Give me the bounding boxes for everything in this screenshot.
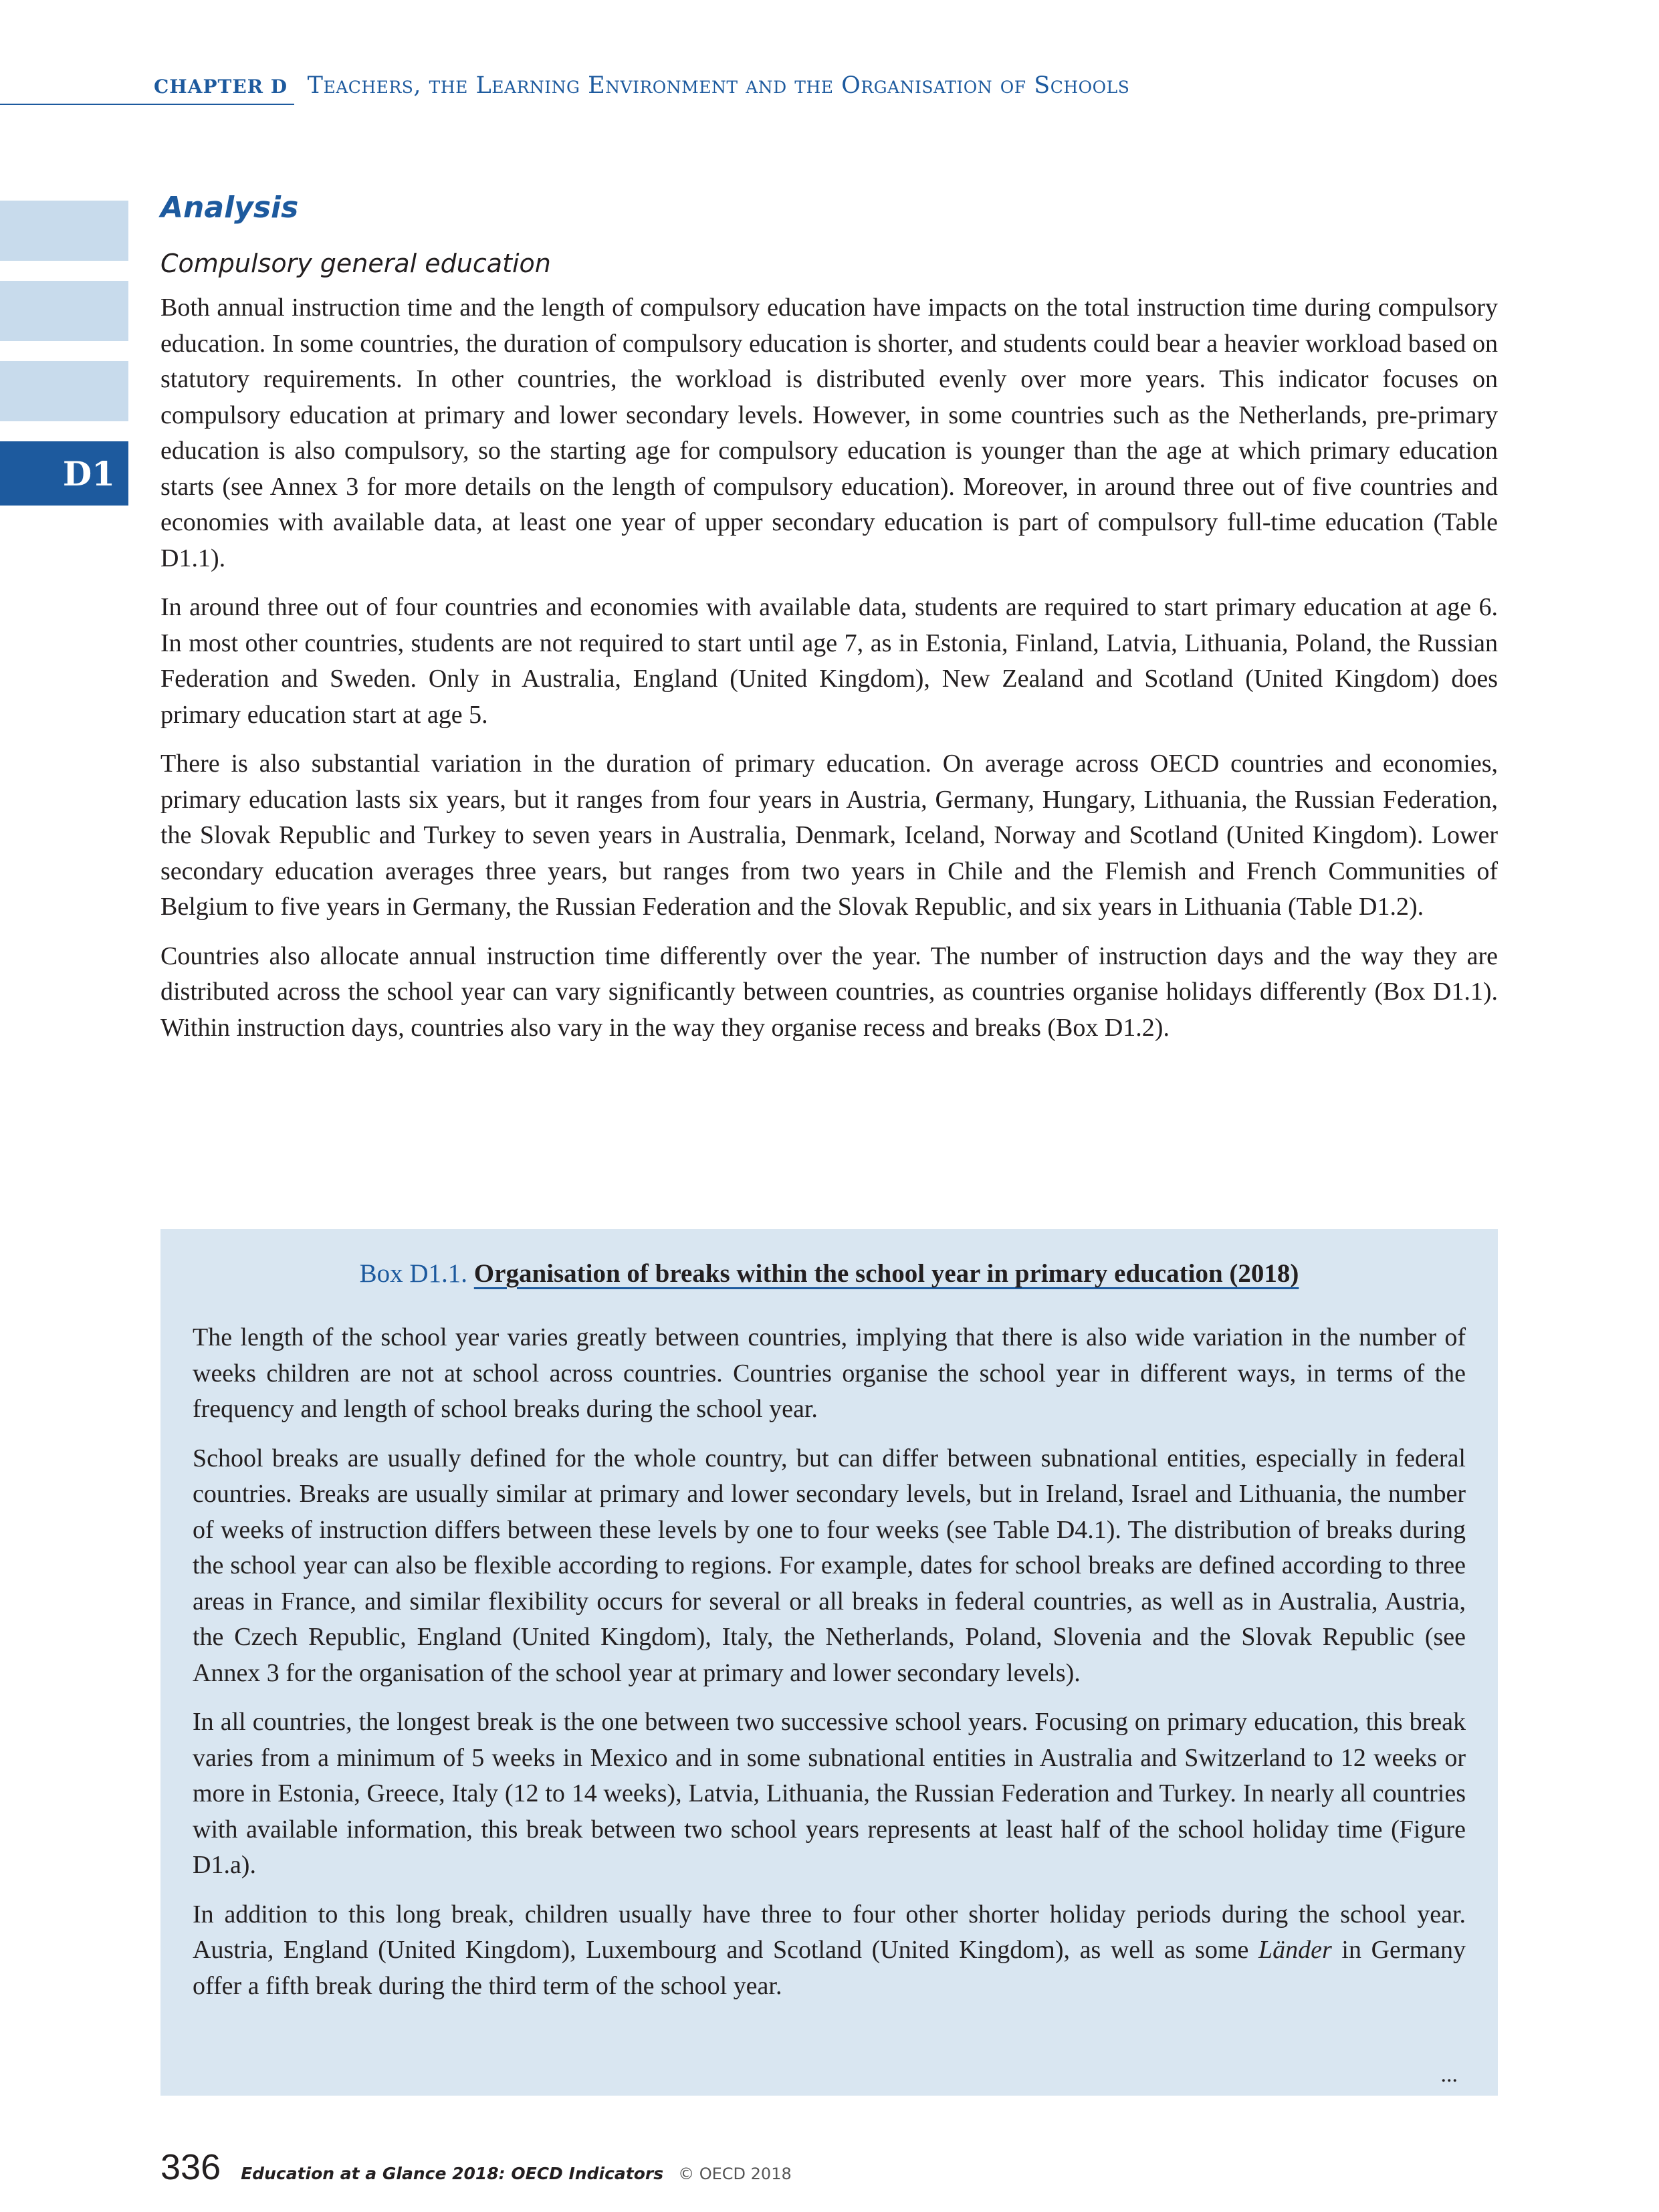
box-text-run: In addition to this long break, children usually have three to four other shorter holiday periods during the school year. Austria, England (United Kingdom), Luxembourg and Scotland (United Kingdom), as well as some bbox=[193, 1900, 1466, 1964]
header-rule bbox=[0, 104, 294, 105]
box-number: Box D1.1. bbox=[359, 1259, 468, 1288]
copyright: © OECD 2018 bbox=[678, 2165, 792, 2183]
continuation-marker: ... bbox=[1440, 2062, 1458, 2087]
box-paragraph: The length of the school year varies greatly between countries, implying that there is also wide variation in the number of weeks children are not at school across countries. Countries organise the school year in different ways, in terms of the frequency and length of school breaks during the school year. bbox=[193, 1323, 1466, 1423]
side-tab-decoration bbox=[0, 281, 128, 341]
body-paragraph: Countries also allocate annual instruction time differently over the year. The number of instruction days and the way they are distributed across the school year can vary significantly between countries, as countries organise holidays differently (Box D1.1). Within instruction days, countries also vary in the way they organise recess and breaks (Box D1.2). bbox=[160, 942, 1498, 1042]
body-paragraph: There is also substantial variation in the duration of primary education. On average across OECD countries and economies, primary education lasts six years, but it ranges from four years in Austria, Germany, Hungary, Lithuania, the Russian Federation, the Slovak Republic and Turkey to seven years in Australia, Denmark, Iceland, Norway and Scotland (United Kingdom). Lower secondary education averages three years, but ranges from two years in Chile and the Flemish and French Communities of Belgium to five years in Germany, the Russian Federation and the Slovak Republic, and six years in Lithuania (Table D1.2). bbox=[160, 750, 1498, 921]
body-paragraph: In around three out of four countries and economies with available data, students are required to start primary education at age 6. In most other countries, students are not required to start until age 7, as in Estonia, Finland, Latvia, Lithuania, Poland, the Russian Federation and Sweden. Only in Australia, England (United Kingdom), New Zealand and Scotland (United Kingdom) does primary education start at age 5. bbox=[160, 593, 1498, 729]
side-tab-indicator: D1 bbox=[0, 441, 128, 506]
box-title bbox=[193, 1257, 1466, 1291]
side-tab-decoration bbox=[0, 201, 128, 261]
chapter-label: CHAPTER D bbox=[154, 76, 288, 98]
body-paragraph: Both annual instruction time and the length of compulsory education have impacts on the total instruction time during compulsory education. In some countries, the duration of compulsory education is shorter, and students could bear a heavier workload based on statutory requirements. In other countries, the workload is distributed evenly over more years. This indicator focuses on compulsory education at primary and lower secondary levels. However, in some countries such as the Netherlands, pre-primary education is also compulsory, so the starting age for compulsory education is younger than the age at which primary education starts (see Annex 3 for more details on the length of compulsory education). Moreover, in around three out of five countries and economies with available data, at least one year of upper secondary education is part of compulsory full-time education (Table D1.1). bbox=[160, 294, 1498, 572]
side-tab-decoration bbox=[0, 361, 128, 421]
section-subheading: Compulsory general education bbox=[160, 249, 551, 278]
box-title-text: Organisation of breaks within the school year in primary education (2018) bbox=[473, 1259, 1299, 1288]
box-paragraph: School breaks are usually defined for the whole country, but can differ between subnational entities, especially in federal countries. Breaks are usually similar at primary and lower secondary levels, but in Ireland, Israel and Lithuania, the number of weeks of instruction differs between these levels by one to four weeks (see Table D4.1). The distribution of breaks during the school year can also be flexible according to regions. For example, dates for school breaks are defined according to three areas in France, and similar flexibility occurs for several or all breaks in federal countries, as well as in Australia, Austria, the Czech Republic, England (United Kingdom), Italy, the Netherlands, Poland, Slovenia and the Slovak Republic (see Annex 3 for the organisation of the school year at primary and lower secondary levels). bbox=[193, 1444, 1466, 1687]
chapter-title: Teachers, the Learning Environment and the Organisation of Schools bbox=[307, 72, 1130, 99]
section-heading: Analysis bbox=[160, 191, 299, 225]
page-footer bbox=[160, 2146, 792, 2188]
running-header bbox=[154, 72, 1129, 99]
box-paragraph: In all countries, the longest break is the one between two successive school years. Focusing on primary education, this break varies from a minimum of 5 weeks in Mexico and in some subnational entities in Australia and Switzerland to 12 weeks or more in Estonia, Greece, Italy (12 to 14 weeks), Latvia, Lithuania, the Russian Federation and Turkey. In nearly all countries with available information, this break between two school years represents at least half of the school holiday time (Figure D1.a). bbox=[193, 1708, 1466, 1879]
publication-title: Education at a Glance 2018: OECD Indicators bbox=[241, 2164, 664, 2183]
main-body bbox=[160, 290, 1498, 1059]
box-text-italic: Länder bbox=[1258, 1936, 1332, 1964]
box-paragraph bbox=[193, 1897, 1466, 2005]
page-number: 336 bbox=[160, 2147, 221, 2187]
info-box bbox=[160, 1229, 1498, 2096]
box-text-run: in Germany offer a fifth break during the third term of the school year. bbox=[193, 1936, 1466, 2000]
